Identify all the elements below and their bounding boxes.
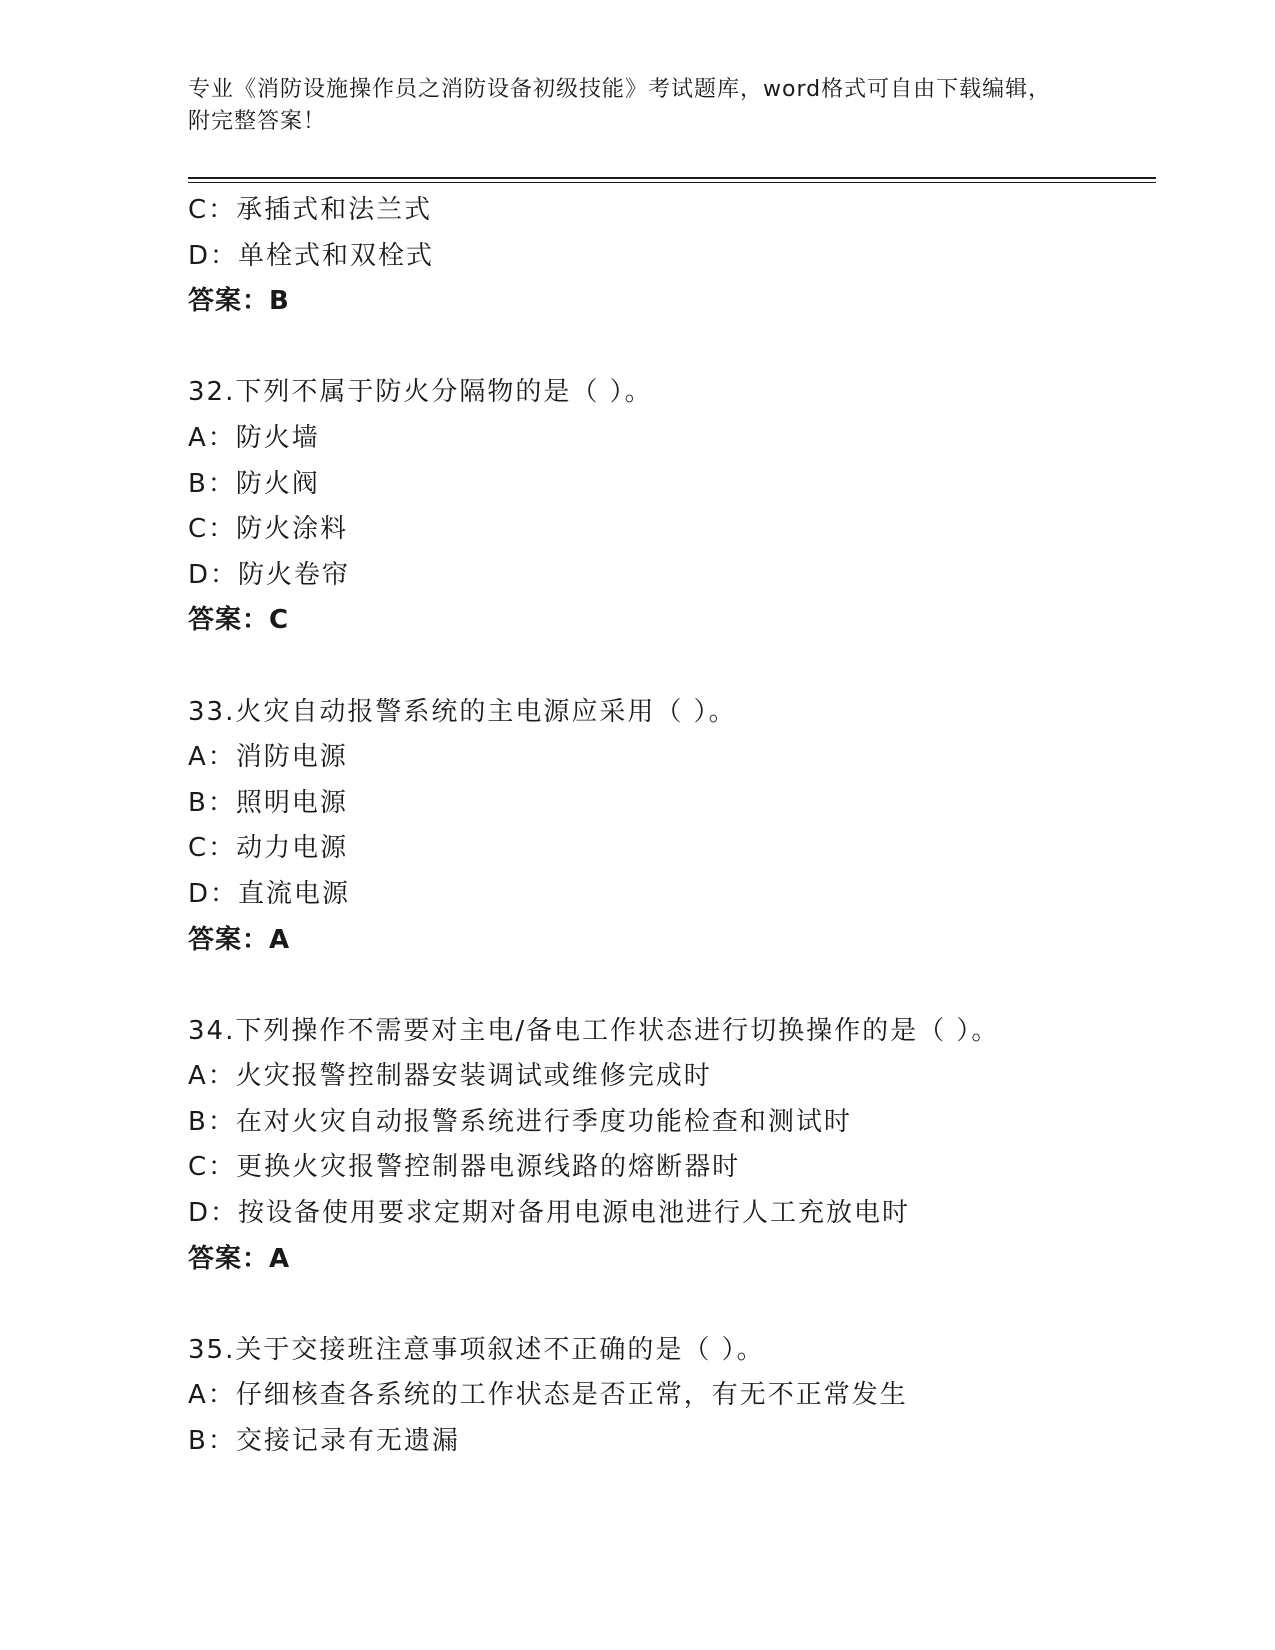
question-34 [188, 1009, 1148, 1283]
option-a: A：火灾报警控制器安装调试或维修完成时 [188, 1061, 712, 1092]
question-stem: 33.火灾自动报警系统的主电源应采用（ ）。 [188, 696, 737, 727]
question-stem: 34.下列操作不需要对主电/备电工作状态进行切换操作的是（ ）。 [188, 1015, 1000, 1046]
document-header: 专业《消防设施操作员之消防设备初级技能》考试题库，word格式可自由下载编辑，附完整答案！ [188, 77, 1052, 134]
question-32 [188, 370, 1148, 644]
option-c: C：防火涂料 [188, 514, 349, 545]
spacer [188, 644, 1148, 690]
header-divider-thin [188, 182, 1156, 183]
spacer [188, 1282, 1148, 1328]
option-c: C：动力电源 [188, 833, 349, 864]
option-a: A：防火墙 [188, 422, 320, 453]
header-divider-thick [188, 177, 1156, 179]
option-a: A：消防电源 [188, 742, 348, 773]
question-stem: 35.关于交接班注意事项叙述不正确的是（ ）。 [188, 1334, 765, 1365]
answer: 答案：A [188, 924, 291, 955]
spacer [188, 963, 1148, 1009]
answer: 答案：A [188, 1243, 291, 1274]
option-c: C：承插式和法兰式 [188, 195, 433, 225]
option-b: B：防火阀 [188, 468, 320, 499]
carryover-question [188, 188, 1148, 325]
spacer [188, 325, 1148, 371]
question-stem: 32.下列不属于防火分隔物的是（ ）。 [188, 377, 653, 408]
option-b: B：照明电源 [188, 787, 348, 818]
question-35 [188, 1328, 1148, 1465]
question-content [188, 188, 1148, 1465]
option-d: D：按设备使用要求定期对备用电源电池进行人工充放电时 [188, 1198, 911, 1229]
answer: 答案：C [188, 605, 290, 636]
question-33 [188, 690, 1148, 964]
option-d: D：直流电源 [188, 878, 351, 909]
answer: 答案：B [188, 286, 290, 317]
option-d: D：防火卷帘 [188, 559, 351, 590]
option-c: C：更换火灾报警控制器电源线路的熔断器时 [188, 1152, 741, 1183]
option-b: B：交接记录有无遗漏 [188, 1426, 460, 1457]
option-d: D：单栓式和双栓式 [188, 240, 435, 271]
option-a: A：仔细核查各系统的工作状态是否正常，有无不正常发生 [188, 1380, 908, 1411]
option-b: B：在对火灾自动报警系统进行季度功能检查和测试时 [188, 1106, 852, 1137]
